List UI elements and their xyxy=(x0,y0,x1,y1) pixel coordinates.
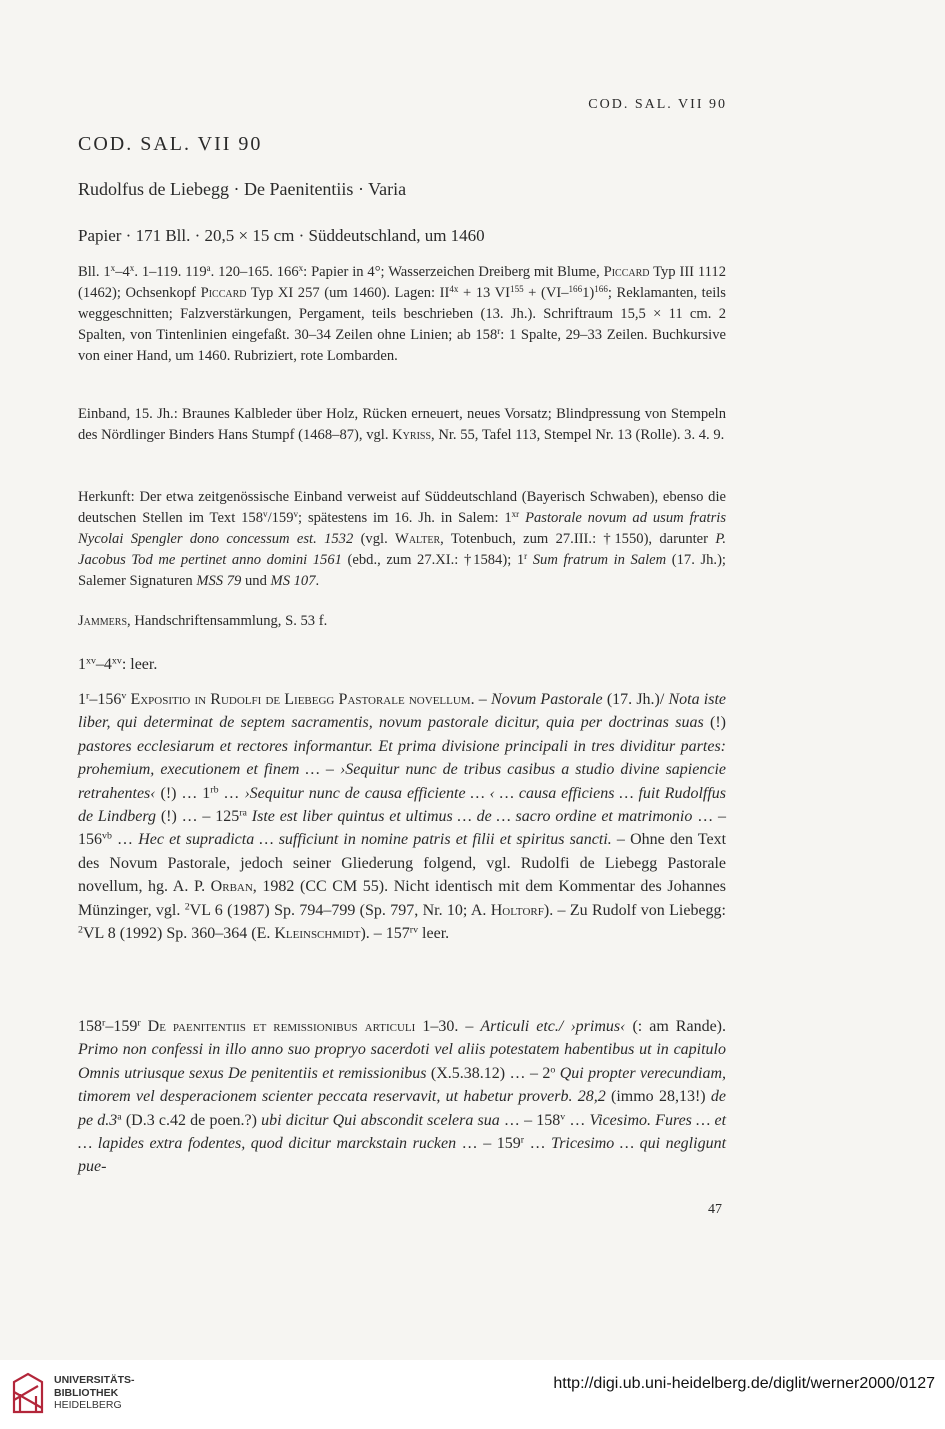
library-name: UNIVERSITÄTS- BIBLIOTHEK HEIDELBERG xyxy=(54,1374,135,1411)
content-entry-paenitentiis: 158$^r$–159$^r$ De paenitentiis et remissionibus articuli 1–30. – Articuli etc./ ›primus‹ (: am Rande). Primo non confessi in illo anno suo propryo sacerdoti vel aliis potestatem habentibus ut in capitulo Omnis utriusque sexus De penitentiis et remissionibus (X.5.38.12) … – 2$^o$ Qui propter verecundiam, timorem vel desperacionem scienter peccata reservavit, ut habetur proverb. 28,2 (immo 28,13!) de pe d.3$^a$ (D.3 c.42 de poen.?) ubi dicitur Qui abscondit scelera sua … – 158$^v$ … Vicesimo. Fures … et … lapides extra fodentes, quod dicitur marckstain rucken … – 159$^r$ … Tricesimo … qui negligunt pue- xyxy=(78,1017,727,1176)
physical-description: Papier · 171 Bll. · 20,5 × 15 cm · Süddeutschland, um 1460 xyxy=(78,226,485,245)
binding-paragraph: Einband, 15. Jh.: Braunes Kalbleder über Holz, Rücken erneuert, neues Vorsatz; Blindpressung von Stempeln des Nördlinger Binders Hans Stumpf (1468–87), vgl. Kyriss, Nr. 55, Tafel 113, Stempel Nr. 13 (Rolle). 3. 4. 9. xyxy=(78,406,726,443)
library-logo-icon xyxy=(8,1370,48,1420)
literature-paragraph: Jammers, Handschriftensammlung, S. 53 f. xyxy=(78,613,328,629)
page-number: 47 xyxy=(708,1202,722,1217)
provenance-paragraph: Herkunft: Der etwa zeitgenössische Einband verweist auf Süddeutschland (Bayerisch Schwaben), ebenso die deutschen Stellen im Text 158$^v$/159$^v$; spätestens im 16. Jh. in Salem: $1^{xr}$ Pastorale novum ad usum fratris Nycolai Spengler dono concessum est. 1532 (vgl. Walter, Totenbuch, zum 27.III.: †1550), darunter P. Jacobus Tod me pertinet anno domini 1561 (ebd., zum 27.XI.: †1584); 1$^r$ Sum fratrum in Salem (17. Jh.); Salemer Signaturen MSS 79 und MS 107. xyxy=(78,489,727,589)
manuscript-title: Rudolfus de Liebegg · De Paenitentiis · Varia xyxy=(78,179,407,199)
codicology-paragraph: Bll. 1$^x$–4$^x$. 1–119. 119$^a$. 120–165. 166$^x$: Papier in 4°; Wasserzeichen Dreiberg mit Blume, Piccard Typ III 1112 (1462); Ochsenkopf Piccard Typ XI 257 (um 1460). Lagen: $II^{4x} + 13$ $VI^{155} + (VI-^{166}1)^{166}$; Reklamanten, teils weggeschnitten; Falzverstärkungen, Pergament, teils beschrieben (13. Jh.). Schriftraum 15,5 × 11 cm. 2 Spalten, von Tintenlinien eingefaßt. 30–34 Zeilen ohne Linien; ab 158$^r$: 1 Spalte, 29–33 Zeilen. Buchkursive von einer Hand, um 1460. Rubriziert, rote Lombarden. xyxy=(78,263,727,364)
footer-bar xyxy=(0,1360,945,1429)
permalink-url[interactable]: http://digi.ub.uni-heidelberg.de/diglit/werner2000/0127 xyxy=(553,1375,935,1392)
running-head: COD. SAL. VII 90 xyxy=(588,97,727,112)
content-entry-expositio: 1$^r$–156$^v$ Expositio in Rudolfi de Liebegg Pastorale novellum. – Novum Pastorale (17. Jh.)/ Nota iste liber, qui determinat de septem sacramentis, novum pastorale dicitur, quia per doctrinas suas (!) pastores ecclesiarum et rectores informantur. Et prima divisione principali in tres dividitur partes: prohemium, executionem et finem … – ›Sequitur nunc de tribus casibus a studio divine sapiencie retrahentes‹ (!) … $1^{rb}$ … ›Sequitur nunc de causa efficiente … ‹ … causa efficiens … fuit Rudolffus de Lindberg (!) … – $125^{ra}$ Iste est liber quintus et ultimus … de … sacro ordine et matrimonio … – $156^{vb}$ … Hec et supradicta … sufficiunt in nomine patris et filii et spiritus sancti. – Ohne den Text des Novum Pastorale, jedoch seiner Gliederung folgend, vgl. Rudolfi de Liebegg Pastorale novellum, hg. A. P. Orban, 1982 (CC CM 55). Nicht identisch mit dem Kommentar des Johannes Münzinger, vgl. $^2$VL 6 (1987) Sp. 794–799 (Sp. 797, Nr. 10; A. Holtorf). – Zu Rudolf von Liebegg: $^2$VL 8 (1992) Sp. 360–364 (E. Kleinschmidt). – $157^{rv}$ leer. xyxy=(78,690,727,943)
content-entry-blank: 1$^{xv}$–4$^{xv}$: leer. xyxy=(78,655,158,673)
shelfmark-heading: COD. SAL. VII 90 xyxy=(78,133,263,155)
